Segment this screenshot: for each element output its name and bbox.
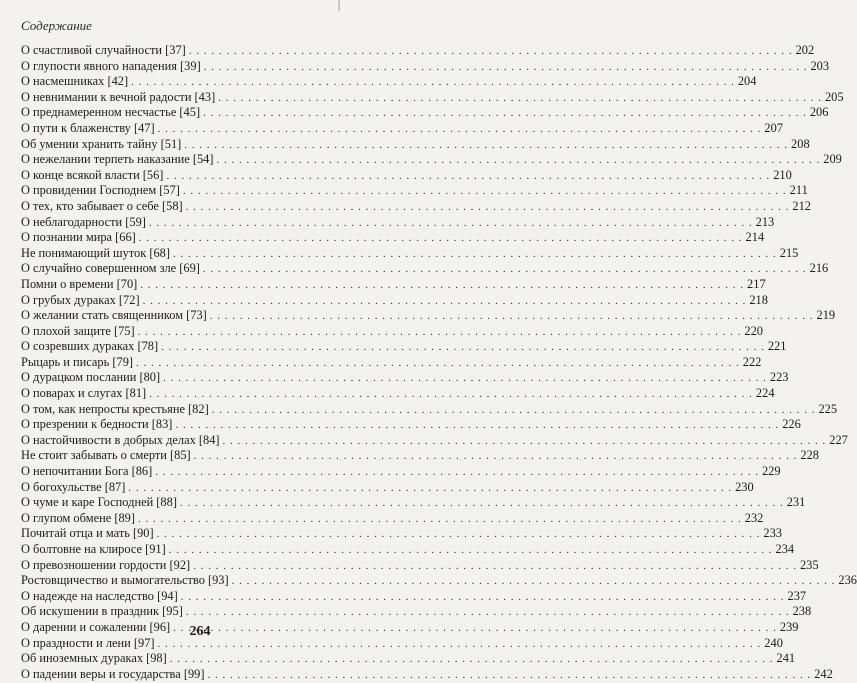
toc-entry-page: 230 bbox=[735, 479, 754, 494]
toc-entry-title: О праздности и лени [97] bbox=[21, 635, 155, 650]
toc-entry-page: 214 bbox=[745, 230, 765, 245]
dot-leader bbox=[175, 418, 779, 434]
toc-entry bbox=[21, 354, 762, 371]
toc-entry-page: 220 bbox=[744, 323, 763, 338]
toc-entry-title: О чуме и каре Господней [88] bbox=[21, 495, 177, 510]
dot-leader bbox=[136, 356, 740, 372]
toc-entry bbox=[21, 495, 806, 511]
toc-entry-page: 217 bbox=[747, 276, 766, 291]
dot-leader bbox=[180, 496, 784, 512]
dot-leader bbox=[149, 216, 753, 232]
dot-leader bbox=[143, 294, 747, 310]
dot-leader bbox=[212, 403, 816, 419]
toc-entry bbox=[21, 651, 796, 667]
toc-entry-title: О невнимании к вечной радости [43] bbox=[21, 89, 216, 104]
toc-entry-title: О глупом обмене [89] bbox=[21, 510, 135, 525]
dot-leader bbox=[139, 231, 743, 247]
toc-entry bbox=[21, 89, 844, 106]
toc-entry-title: О надежде на наследство [94] bbox=[21, 588, 178, 603]
toc-entry-page: 209 bbox=[823, 152, 842, 167]
toc-entry bbox=[21, 245, 799, 262]
toc-entry bbox=[21, 666, 833, 683]
toc-entry-page: 225 bbox=[818, 401, 838, 416]
dot-leader bbox=[131, 75, 735, 91]
top-edge-mark bbox=[338, 0, 340, 11]
toc-entry-page: 237 bbox=[787, 588, 807, 603]
toc-entry-page: 213 bbox=[755, 214, 775, 229]
toc-entry-page: 229 bbox=[761, 464, 781, 479]
toc-entry bbox=[21, 557, 819, 574]
dot-leader bbox=[203, 262, 807, 278]
toc-entry bbox=[21, 105, 829, 121]
dot-leader bbox=[149, 387, 753, 403]
toc-entry bbox=[21, 464, 781, 480]
toc-entry bbox=[21, 417, 801, 433]
toc-entry bbox=[21, 136, 810, 153]
dot-leader bbox=[183, 184, 787, 200]
toc-entry bbox=[21, 339, 787, 355]
toc-entry-title: О непочитании Бога [86] bbox=[21, 464, 153, 479]
toc-entry-title: О грубых дураках [72] bbox=[21, 292, 140, 307]
dot-leader bbox=[189, 44, 793, 60]
toc-entry-page: 202 bbox=[795, 43, 815, 57]
toc-entry-title: О конце всякой власти [56] bbox=[21, 167, 164, 182]
toc-entry bbox=[21, 604, 812, 620]
toc-entry bbox=[21, 58, 830, 75]
toc-entry-page: 215 bbox=[779, 245, 799, 260]
toc-entry-page: 207 bbox=[764, 120, 783, 135]
dot-leader bbox=[166, 169, 770, 185]
toc-entry-title: О настойчивости в добрых делах [84] bbox=[21, 432, 220, 447]
dot-leader bbox=[163, 371, 767, 387]
page-number: 264 bbox=[189, 624, 211, 639]
dot-leader bbox=[173, 247, 777, 263]
toc-entry-page: 224 bbox=[755, 386, 775, 401]
toc-entry-page: 222 bbox=[742, 354, 762, 369]
dot-leader bbox=[203, 106, 807, 122]
toc-entry-title: О дарении и сожалении [96] bbox=[21, 619, 171, 634]
toc-entry-page: 232 bbox=[744, 510, 764, 525]
toc-entry-page: 216 bbox=[809, 261, 829, 276]
table-of-contents bbox=[21, 43, 857, 682]
toc-entry-page: 203 bbox=[810, 58, 830, 73]
toc-entry-title: О болтовне на клиросе [91] bbox=[21, 542, 166, 556]
toc-entry bbox=[21, 479, 754, 496]
toc-entry bbox=[21, 432, 848, 449]
toc-entry-title: О счастливой случайности [37] bbox=[21, 43, 186, 57]
toc-entry-page: 241 bbox=[776, 651, 796, 666]
dot-leader bbox=[186, 200, 790, 216]
toc-entry bbox=[21, 152, 842, 168]
toc-entry-title: О тех, кто забывает о себе [58] bbox=[21, 198, 183, 213]
toc-entry-title: О неблагодарности [59] bbox=[21, 214, 146, 229]
dot-leader bbox=[223, 434, 827, 450]
dot-leader bbox=[194, 449, 798, 465]
toc-entry-title: Об умении хранить тайну [51] bbox=[21, 136, 182, 151]
dot-leader bbox=[161, 340, 765, 356]
toc-entry bbox=[21, 183, 808, 199]
toc-entry-page: 242 bbox=[814, 666, 833, 681]
toc-entry bbox=[21, 386, 775, 402]
toc-entry-title: Помни о времени [70] bbox=[21, 276, 138, 291]
toc-entry-title: Ростовщичество и вымогательство [93] bbox=[21, 573, 229, 588]
dot-leader bbox=[170, 652, 774, 668]
dot-leader bbox=[184, 138, 788, 154]
toc-entry-page: 210 bbox=[773, 167, 792, 182]
toc-entry bbox=[21, 370, 789, 386]
toc-entry-page: 238 bbox=[792, 604, 812, 619]
dot-leader bbox=[204, 60, 808, 76]
toc-entry-title: О познании мира [66] bbox=[21, 230, 136, 245]
toc-entry-title: Об иноземных дураках [98] bbox=[21, 651, 167, 666]
toc-entry-title: О глупости явного нападения [39] bbox=[21, 58, 201, 73]
dot-leader bbox=[218, 91, 822, 107]
toc-entry bbox=[21, 230, 765, 246]
toc-entry-title: О пути к блаженству [47] bbox=[21, 120, 155, 135]
toc-entry bbox=[21, 120, 783, 137]
toc-entry bbox=[21, 323, 763, 340]
dot-leader bbox=[210, 309, 814, 325]
toc-entry bbox=[21, 510, 764, 527]
toc-entry-page: 235 bbox=[799, 557, 819, 572]
toc-entry-title: Не стоит забывать о смерти [85] bbox=[21, 448, 191, 463]
toc-entry bbox=[21, 526, 782, 542]
toc-entry bbox=[21, 167, 792, 184]
toc-entry-title: О плохой защите [75] bbox=[21, 323, 135, 338]
toc-entry-title: О насмешниках [42] bbox=[21, 74, 129, 89]
toc-entry bbox=[21, 43, 815, 59]
toc-entry-title: Рыцарь и писарь [79] bbox=[21, 354, 134, 369]
dot-leader bbox=[181, 590, 785, 606]
toc-entry-title: Не понимающий шуток [68] bbox=[21, 245, 170, 260]
toc-entry-page: 204 bbox=[737, 74, 757, 89]
toc-entry-title: О дурацком послании [80] bbox=[21, 370, 161, 385]
dot-leader bbox=[140, 278, 744, 294]
toc-entry-page: 223 bbox=[769, 370, 789, 385]
toc-entry bbox=[21, 588, 807, 605]
toc-entry-page: 206 bbox=[809, 105, 829, 120]
toc-entry-title: О презрении к бедности [83] bbox=[21, 417, 173, 432]
toc-entry-page: 205 bbox=[824, 89, 844, 104]
toc-entry-page: 221 bbox=[767, 339, 787, 354]
toc-entry bbox=[21, 214, 775, 231]
running-header: Содержание bbox=[21, 18, 92, 33]
toc-entry-page: 239 bbox=[779, 619, 799, 634]
toc-entry-page: 233 bbox=[763, 526, 782, 541]
dot-leader bbox=[217, 153, 821, 169]
toc-entry bbox=[21, 74, 757, 90]
toc-entry-title: Об искушении в праздник [95] bbox=[21, 604, 183, 619]
toc-entry-title: О желании стать священником [73] bbox=[21, 308, 207, 323]
dot-leader bbox=[128, 481, 732, 497]
toc-entry-page: 227 bbox=[829, 432, 848, 447]
dot-leader bbox=[158, 122, 762, 138]
toc-entry-title: О падении веры и государства [99] bbox=[21, 666, 205, 681]
dot-leader bbox=[138, 325, 742, 341]
toc-entry-page: 226 bbox=[782, 417, 801, 432]
toc-entry-page: 240 bbox=[764, 635, 783, 650]
toc-entry-title: О преднамеренном несчастье [45] bbox=[21, 105, 201, 120]
toc-entry-title: О нежелании терпеть наказание [54] bbox=[21, 152, 214, 167]
toc-entry-page: 234 bbox=[775, 542, 795, 556]
toc-entry-title: О провидении Господнем [57] bbox=[21, 183, 180, 198]
toc-entry-page: 208 bbox=[791, 136, 810, 151]
toc-entry bbox=[21, 276, 766, 293]
toc-entry-title: О созревших дураках [78] bbox=[21, 339, 159, 354]
toc-entry bbox=[21, 448, 819, 464]
dot-leader bbox=[232, 574, 836, 590]
toc-entry-page: 228 bbox=[800, 448, 819, 463]
toc-entry-title: О поварах и слугах [81] bbox=[21, 386, 147, 401]
dot-leader bbox=[138, 512, 742, 528]
toc-entry-title: О том, как непросты крестьяне [82] bbox=[21, 401, 209, 416]
toc-entry-page: 211 bbox=[789, 183, 808, 198]
toc-entry bbox=[21, 308, 836, 324]
toc-entry-page: 212 bbox=[792, 198, 811, 213]
dot-leader bbox=[157, 527, 761, 543]
dot-leader bbox=[155, 465, 759, 481]
toc-entry-title: О превозношении гордости [92] bbox=[21, 557, 191, 572]
toc-entry bbox=[21, 292, 768, 309]
toc-entry-title: О богохульстве [87] bbox=[21, 479, 126, 494]
dot-leader bbox=[193, 559, 797, 575]
toc-entry bbox=[21, 261, 829, 277]
toc-entry-page: 236 bbox=[838, 573, 857, 588]
toc-entry-title: О случайно совершенном зле [69] bbox=[21, 261, 200, 276]
toc-entry bbox=[21, 198, 811, 215]
dot-leader bbox=[207, 668, 811, 683]
toc-entry bbox=[21, 573, 857, 589]
toc-entry-page: 219 bbox=[816, 308, 836, 323]
toc-entry bbox=[21, 542, 795, 558]
toc-entry-title: Почитай отца и мать [90] bbox=[21, 526, 154, 541]
toc-entry-page: 231 bbox=[786, 495, 806, 510]
dot-leader bbox=[169, 543, 773, 559]
dot-leader bbox=[186, 605, 790, 621]
toc-entry-page: 218 bbox=[749, 292, 768, 307]
toc-entry bbox=[21, 401, 838, 418]
